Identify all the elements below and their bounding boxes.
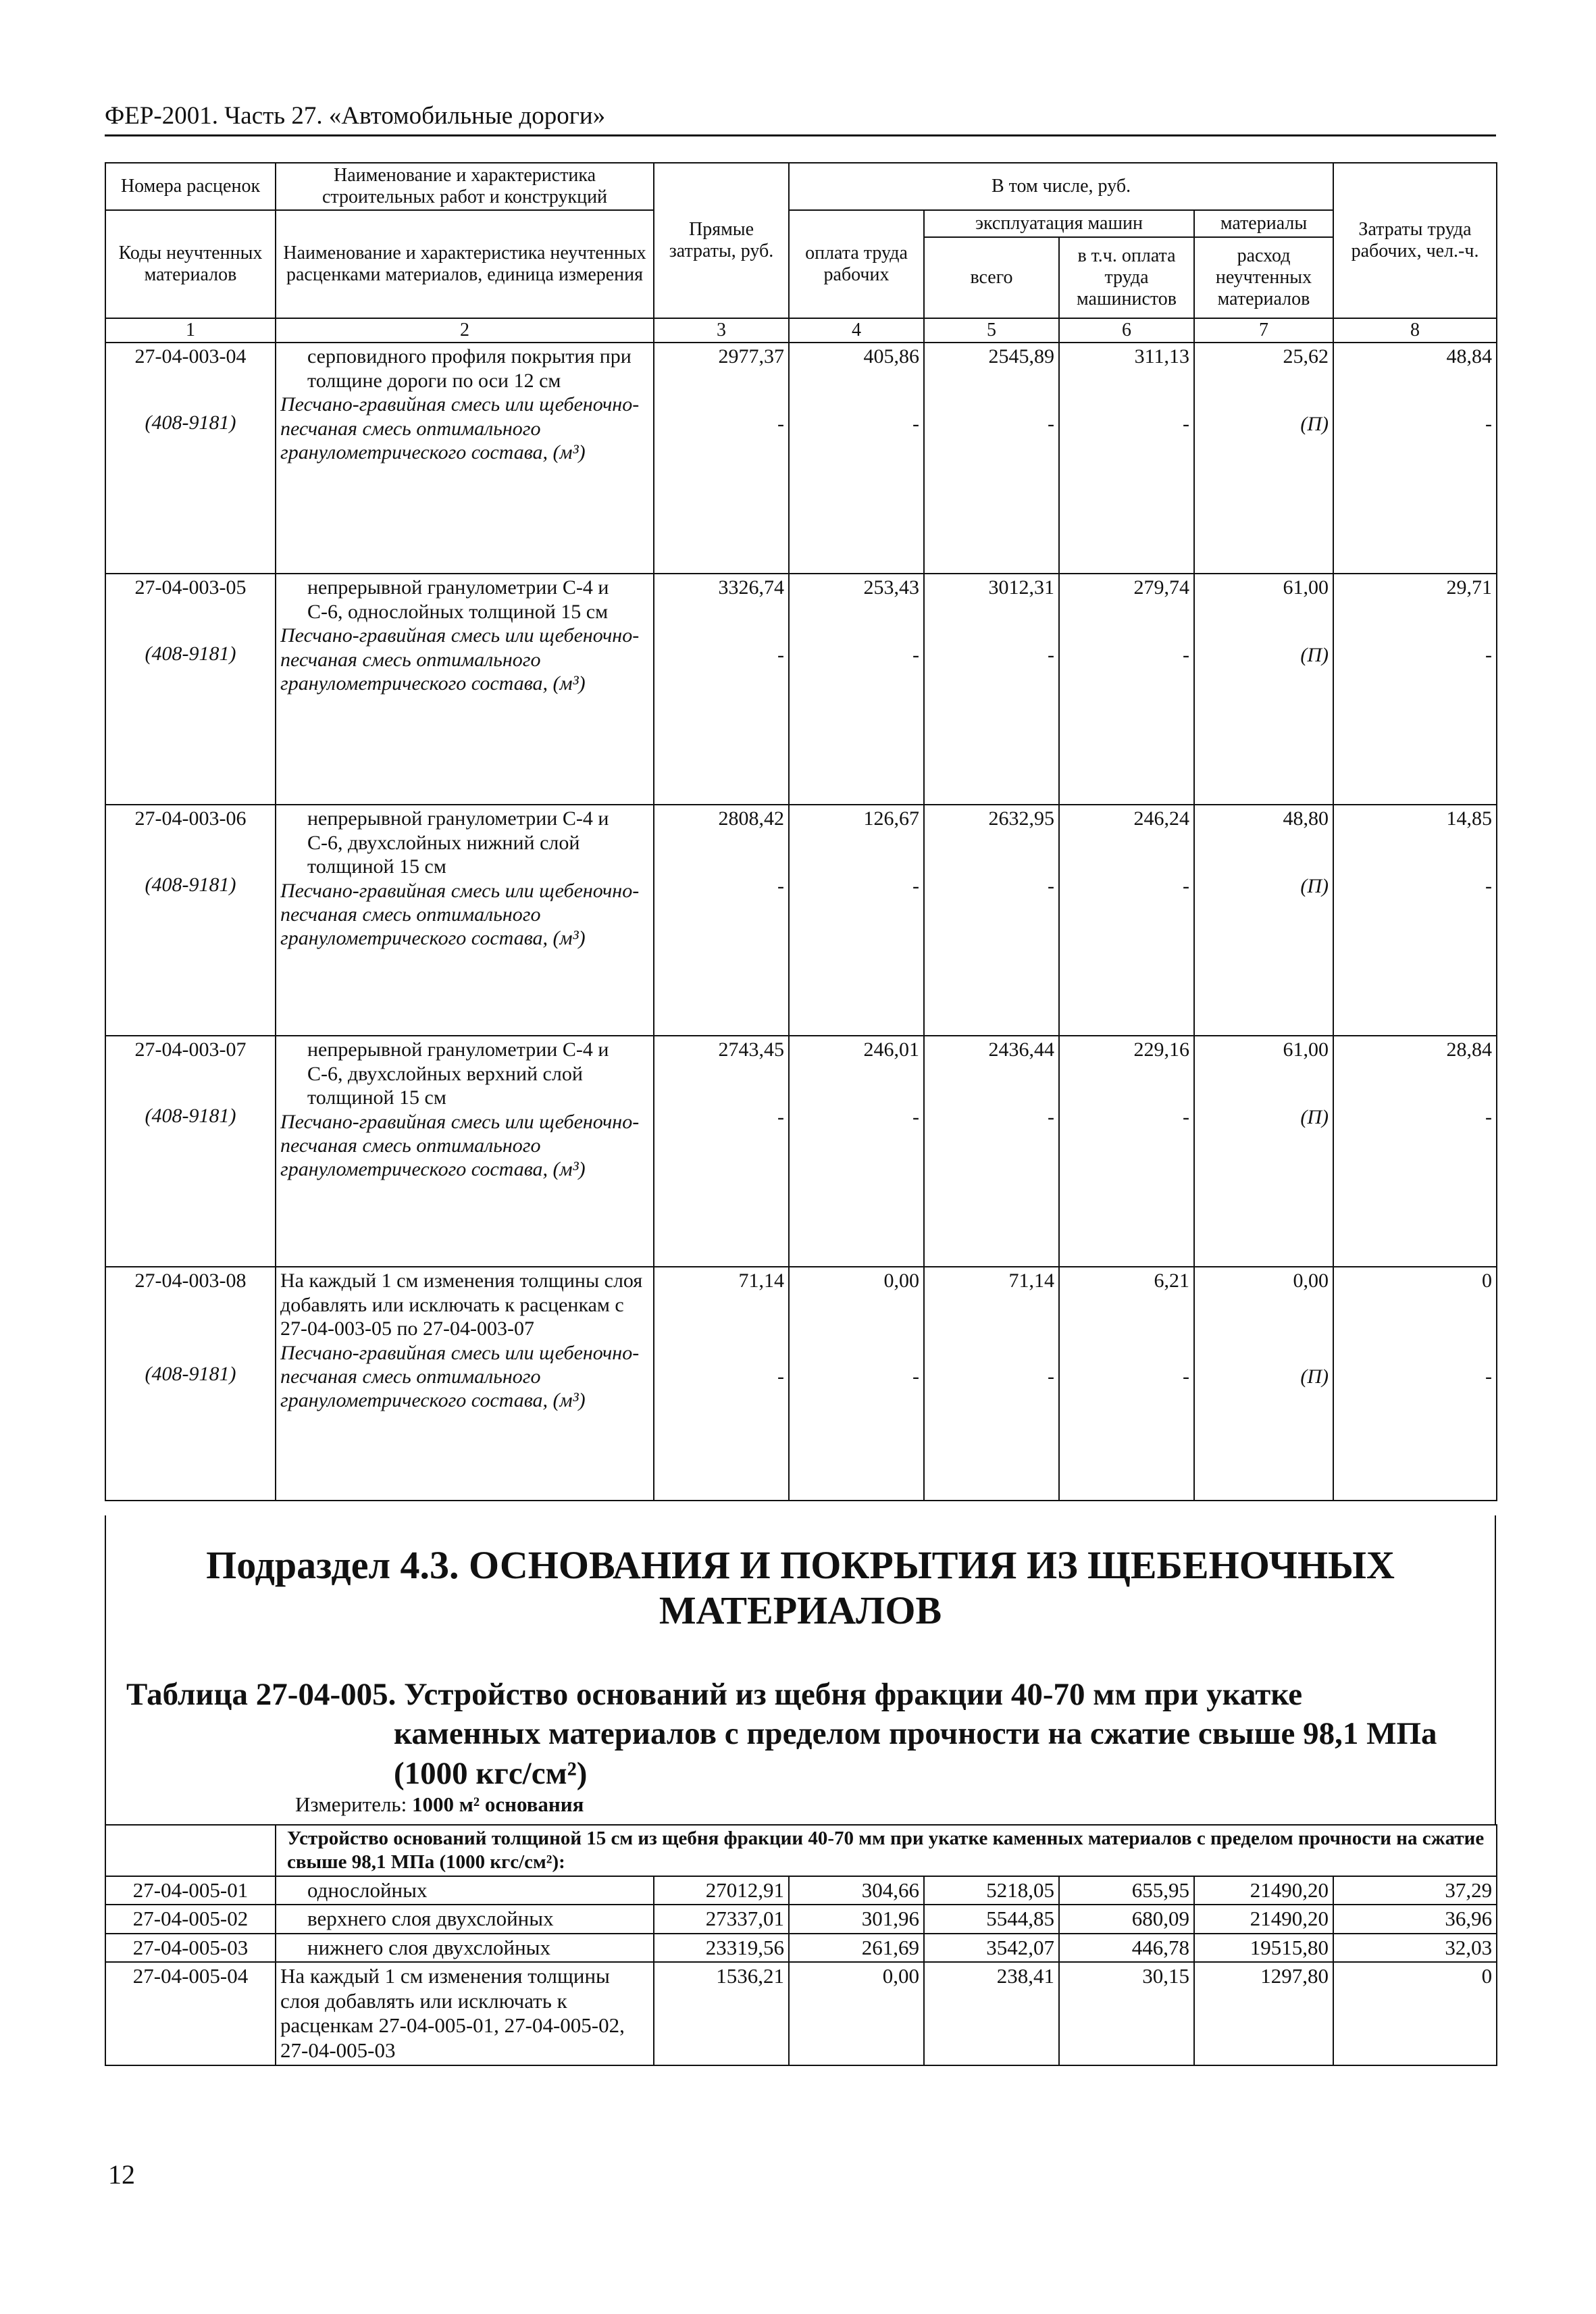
materials-cost-value: 1297,80	[1194, 1962, 1333, 2065]
col-head-material-name: Наименование и характеристика неучтенных расценками материалов, единица измерения	[276, 210, 654, 318]
material-code: (408-9181)	[145, 411, 236, 434]
table-row	[105, 1267, 1497, 1501]
labor-hours-value: 0	[1333, 1962, 1497, 2065]
machine-total-value: 3012,31	[988, 576, 1054, 599]
materials-cost-cell	[1194, 1267, 1333, 1501]
machine-total-material-value: -	[1048, 1105, 1054, 1128]
labor-hours-value: 28,84	[1446, 1038, 1493, 1061]
table-title-line: Таблица 27-04-005. Устройство оснований из щебня фракции 40-70 мм при укатке	[126, 1677, 1303, 1712]
material-code: (408-9181)	[145, 642, 236, 665]
rate-code: 27-04-003-07	[134, 1038, 247, 1061]
labor-hours-value: 37,29	[1333, 1876, 1497, 1905]
labor-pay-value: 301,96	[789, 1905, 924, 1934]
machinist-pay-value: 246,24	[1133, 807, 1189, 830]
machinist-pay-cell	[1059, 343, 1194, 574]
material-code: (408-9181)	[145, 1362, 236, 1385]
machine-total-material-value: -	[1048, 643, 1054, 666]
labor-hours-cell	[1333, 574, 1497, 805]
direct-costs-value: 2808,42	[718, 807, 784, 830]
col-number: 4	[789, 318, 924, 343]
direct-costs-material-value: -	[777, 1365, 784, 1388]
material-description: Песчано-гравийная смесь или щебеночно-песчаная смесь оптимального гранулометрического состава, (м³)	[280, 1110, 640, 1181]
materials-cost-value: 61,00	[1283, 1038, 1329, 1061]
machinist-pay-value: 279,74	[1133, 576, 1189, 599]
materials-cost-value: 21490,20	[1194, 1905, 1333, 1934]
labor-hours-value: 29,71	[1446, 576, 1493, 599]
col-number: 6	[1059, 318, 1194, 343]
materials-cost-material-value: (П)	[1300, 874, 1329, 897]
materials-cost-value: 21490,20	[1194, 1876, 1333, 1905]
rate-code: 27-04-005-01	[105, 1876, 276, 1905]
machine-total-cell	[924, 1267, 1059, 1501]
materials-cost-material-value: (П)	[1300, 1365, 1329, 1388]
materials-cost-material-value: (П)	[1300, 412, 1329, 435]
labor-hours-cell	[1333, 1036, 1497, 1267]
labor-hours-cell	[1333, 1267, 1497, 1501]
description-cell	[276, 805, 654, 1036]
table-row	[105, 805, 1497, 1036]
machine-total-value: 71,14	[1008, 1269, 1054, 1292]
machine-total-value: 2436,44	[988, 1038, 1054, 1061]
machinist-pay-value: 30,15	[1059, 1962, 1194, 2065]
material-description: Песчано-гравийная смесь или щебеночно-песчаная смесь оптимального гранулометрического состава, (м³)	[280, 624, 640, 695]
machinist-pay-material-value: -	[1183, 412, 1189, 435]
machinist-pay-cell	[1059, 1036, 1194, 1267]
rate-code: 27-04-005-03	[105, 1934, 276, 1963]
labor-pay-cell	[789, 805, 924, 1036]
machinist-pay-value: 311,13	[1134, 345, 1189, 368]
labor-pay-material-value: -	[912, 1105, 919, 1128]
material-code: (408-9181)	[145, 1104, 236, 1127]
materials-cost-cell	[1194, 805, 1333, 1036]
direct-costs-value: 27337,01	[654, 1905, 789, 1934]
table-row	[105, 343, 1497, 574]
labor-pay-material-value: -	[912, 643, 919, 666]
machine-total-material-value: -	[1048, 412, 1054, 435]
materials-cost-material-value: (П)	[1300, 1105, 1329, 1128]
work-description: непрерывной гранулометрии С-4 и С-6, однослойных толщиной 15 см	[307, 576, 609, 623]
labor-pay-value: 405,86	[863, 345, 919, 368]
direct-costs-value: 2743,45	[718, 1038, 784, 1061]
materials-cost-value: 61,00	[1283, 576, 1329, 599]
measure-unit	[295, 1792, 584, 1817]
rate-code: 27-04-003-04	[134, 345, 247, 368]
materials-cost-cell	[1194, 574, 1333, 805]
direct-costs-cell	[654, 805, 789, 1036]
description-cell	[276, 343, 654, 574]
machine-total-material-value: -	[1048, 874, 1054, 897]
description-cell	[276, 574, 654, 805]
direct-costs-cell	[654, 1036, 789, 1267]
rate-code-cell	[105, 574, 276, 805]
machine-total-value: 238,41	[924, 1962, 1059, 2065]
direct-costs-material-value: -	[777, 874, 784, 897]
direct-costs-value: 3326,74	[718, 576, 784, 599]
labor-pay-value: 0,00	[789, 1962, 924, 2065]
rate-code: 27-04-005-04	[105, 1962, 276, 2065]
description-cell	[276, 1036, 654, 1267]
work-description: непрерывной гранулометрии С-4 и С-6, двухслойных нижний слой толщиной 15 см	[307, 807, 609, 878]
table-row	[105, 1962, 1497, 2065]
table-row	[105, 1036, 1497, 1267]
labor-pay-value: 246,01	[863, 1038, 919, 1061]
material-description: Песчано-гравийная смесь или щебеночно-песчаная смесь оптимального гранулометрического состава, (м³)	[280, 393, 640, 463]
machinist-pay-value: 680,09	[1059, 1905, 1194, 1934]
work-description: На каждый 1 см изменения толщины слоя добавлять или исключать к расценкам 27-04-005-01, 27-04-005-02, 27-04-005-03	[276, 1962, 654, 2065]
table-row	[105, 1876, 1497, 1905]
work-description: непрерывной гранулометрии С-4 и С-6, двухслойных верхний слой толщиной 15 см	[307, 1038, 609, 1109]
labor-hours-material-value: -	[1485, 1105, 1493, 1128]
labor-hours-material-value: -	[1485, 643, 1493, 666]
rate-code-cell	[105, 805, 276, 1036]
machinist-pay-value: 229,16	[1133, 1038, 1189, 1061]
col-head-labor-hours: Затраты труда рабочих, чел.-ч.	[1333, 163, 1497, 318]
machinist-pay-material-value: -	[1183, 874, 1189, 897]
material-description: Песчано-гравийная смесь или щебеночно-песчаная смесь оптимального гранулометрического состава, (м³)	[280, 879, 640, 950]
machine-total-cell	[924, 805, 1059, 1036]
direct-costs-value: 2977,37	[718, 345, 784, 368]
machine-total-value: 3542,07	[924, 1934, 1059, 1963]
col-number: 7	[1194, 318, 1333, 343]
labor-hours-cell	[1333, 343, 1497, 574]
machinist-pay-material-value: -	[1183, 1105, 1189, 1128]
col-number: 2	[276, 318, 654, 343]
labor-hours-value: 36,96	[1333, 1905, 1497, 1934]
table-row	[105, 1934, 1497, 1963]
col-head-machine-total: всего	[924, 237, 1059, 318]
machine-total-material-value: -	[1048, 1365, 1054, 1388]
machinist-pay-value: 655,95	[1059, 1876, 1194, 1905]
labor-pay-cell	[789, 1267, 924, 1501]
materials-cost-value: 48,80	[1283, 807, 1329, 830]
labor-pay-value: 304,66	[789, 1876, 924, 1905]
machine-total-value: 5218,05	[924, 1876, 1059, 1905]
machinist-pay-cell	[1059, 805, 1194, 1036]
col-number: 1	[105, 318, 276, 343]
machinist-pay-value: 446,78	[1059, 1934, 1194, 1963]
machine-total-value: 2545,89	[988, 345, 1054, 368]
labor-hours-material-value: -	[1485, 874, 1493, 897]
running-header: ФЕР-2001. Часть 27. «Автомобильные дороги»	[105, 101, 1496, 136]
machine-total-cell	[924, 574, 1059, 805]
col-head-materials: материалы	[1194, 210, 1333, 237]
work-description: На каждый 1 см изменения толщины слоя добавлять или исключать к расценкам с 27-04-003-05 по 27-04-003-07	[280, 1269, 643, 1340]
labor-hours-material-value: -	[1485, 1365, 1493, 1388]
labor-hours-value: 32,03	[1333, 1934, 1497, 1963]
labor-pay-value: 126,67	[863, 807, 919, 830]
direct-costs-value: 27012,91	[654, 1876, 789, 1905]
material-description: Песчано-гравийная смесь или щебеночно-песчаная смесь оптимального гранулометрического состава, (м³)	[280, 1341, 640, 1412]
table-title-continuation: каменных материалов с пределом прочности на сжатие свыше 98,1 МПа (1000 кгс/см²)	[394, 1716, 1437, 1791]
labor-pay-value: 0,00	[883, 1269, 919, 1292]
col-head-rate-numbers: Номера расценок	[105, 163, 276, 210]
rate-code-cell	[105, 1036, 276, 1267]
direct-costs-material-value: -	[777, 412, 784, 435]
direct-costs-material-value: -	[777, 1105, 784, 1128]
materials-cost-value: 19515,80	[1194, 1934, 1333, 1963]
work-description: однослойных	[276, 1876, 654, 1905]
materials-cost-cell	[1194, 1036, 1333, 1267]
labor-pay-material-value: -	[912, 412, 919, 435]
labor-pay-material-value: -	[912, 874, 919, 897]
machinist-pay-cell	[1059, 1267, 1194, 1501]
table-title	[126, 1675, 1477, 1793]
rate-code-cell	[105, 1267, 276, 1501]
rates-table-2	[105, 1824, 1497, 2066]
labor-pay-value: 261,69	[789, 1934, 924, 1963]
col-head-unaccounted: расход неучтенных материалов	[1194, 237, 1333, 318]
direct-costs-value: 23319,56	[654, 1934, 789, 1963]
machine-total-value: 2632,95	[988, 807, 1054, 830]
page-number: 12	[108, 2159, 135, 2190]
table-row	[105, 1905, 1497, 1934]
col-head-work-name: Наименование и характеристика строительных работ и конструкций	[276, 163, 654, 210]
machinist-pay-cell	[1059, 574, 1194, 805]
rate-code: 27-04-003-06	[134, 807, 247, 830]
labor-hours-value: 48,84	[1446, 345, 1493, 368]
labor-pay-value: 253,43	[863, 576, 919, 599]
col-number: 5	[924, 318, 1059, 343]
labor-hours-value: 14,85	[1446, 807, 1493, 830]
material-code: (408-9181)	[145, 873, 236, 896]
direct-costs-cell	[654, 1267, 789, 1501]
direct-costs-value: 71,14	[738, 1269, 784, 1292]
description-cell	[276, 1267, 654, 1501]
rate-code-cell	[105, 343, 276, 574]
rate-code: 27-04-003-05	[134, 576, 247, 599]
col-number: 8	[1333, 318, 1497, 343]
measure-unit-label: Измеритель:	[295, 1792, 407, 1816]
direct-costs-cell	[654, 343, 789, 574]
direct-costs-material-value: -	[777, 643, 784, 666]
direct-costs-value: 1536,21	[654, 1962, 789, 2065]
work-description: серповидного профиля покрытия при толщине дороги по оси 12 см	[307, 345, 632, 392]
table-row	[105, 574, 1497, 805]
col-head-direct-costs: Прямые затраты, руб.	[654, 163, 789, 318]
materials-cost-value: 25,62	[1283, 345, 1329, 368]
machine-total-cell	[924, 343, 1059, 574]
col-head-machinist-pay: в т.ч. оплата труда машинистов	[1059, 237, 1194, 318]
machine-total-cell	[924, 1036, 1059, 1267]
labor-pay-cell	[789, 343, 924, 574]
measure-unit-value: 1000 м² основания	[411, 1792, 584, 1816]
materials-cost-material-value: (П)	[1300, 643, 1329, 666]
subsection-title: Подраздел 4.3. ОСНОВАНИЯ И ПОКРЫТИЯ ИЗ ЩЕБЕНОЧНЫХ МАТЕРИАЛОВ	[206, 1543, 1395, 1633]
rate-code: 27-04-005-02	[105, 1905, 276, 1934]
rate-code: 27-04-003-08	[134, 1269, 247, 1292]
labor-pay-cell	[789, 574, 924, 805]
labor-hours-value: 0	[1482, 1269, 1493, 1292]
labor-pay-material-value: -	[912, 1365, 919, 1388]
table2-intro: Устройство оснований толщиной 15 см из щебня фракции 40-70 мм при укатке каменных материалов с пределом прочности на сжатие свыше 98,1 МПа (1000 кгс/см²):	[276, 1825, 1497, 1876]
machinist-pay-value: 6,21	[1154, 1269, 1189, 1292]
direct-costs-cell	[654, 574, 789, 805]
materials-cost-cell	[1194, 343, 1333, 574]
col-number: 3	[654, 318, 789, 343]
machine-total-value: 5544,85	[924, 1905, 1059, 1934]
labor-hours-cell	[1333, 805, 1497, 1036]
machinist-pay-material-value: -	[1183, 1365, 1189, 1388]
work-description: верхнего слоя двухслойных	[276, 1905, 654, 1934]
col-head-including: В том числе, руб.	[789, 163, 1333, 210]
machinist-pay-material-value: -	[1183, 643, 1189, 666]
labor-hours-material-value: -	[1485, 412, 1493, 435]
rates-table	[105, 162, 1497, 1501]
work-description: нижнего слоя двухслойных	[276, 1934, 654, 1963]
subsection-block	[105, 1515, 1496, 1825]
materials-cost-value: 0,00	[1293, 1269, 1329, 1292]
col-head-material-codes: Коды неучтенных материалов	[105, 210, 276, 318]
col-head-labor-pay: оплата труда рабочих	[789, 210, 924, 318]
col-head-machine-op: эксплуатация машин	[924, 210, 1194, 237]
labor-pay-cell	[789, 1036, 924, 1267]
